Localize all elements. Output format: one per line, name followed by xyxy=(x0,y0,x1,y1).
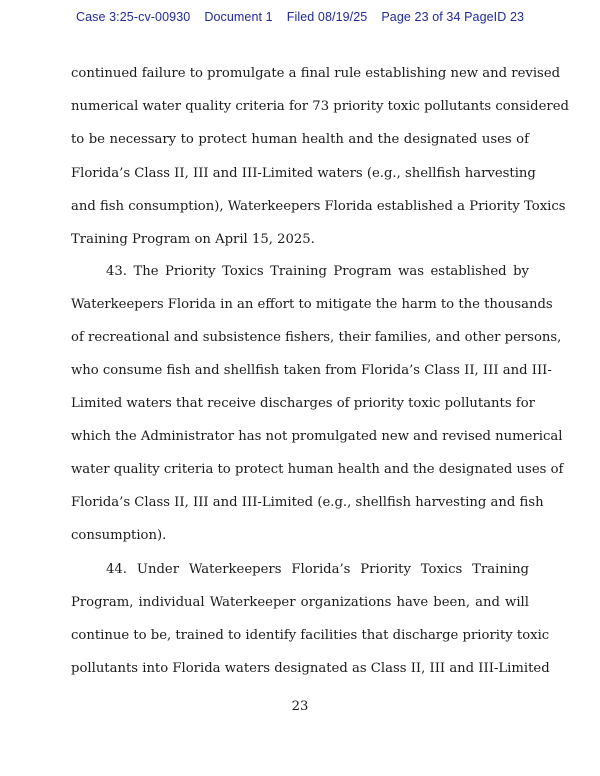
body-line: Florida’s Class II, III and III-Limited (e.g., shellfish harvesting and fish xyxy=(71,495,544,510)
body-line: continue to be, trained to identify facilities that discharge priority toxic xyxy=(71,628,550,643)
body-line: numerical water quality criteria for 73 priority toxic pollutants considered xyxy=(71,99,569,114)
body-line: Limited waters that receive discharges of priority toxic pollutants for xyxy=(71,396,535,411)
filed-date: Filed 08/19/25 xyxy=(286,10,368,24)
page-id: Page 23 of 34 PageID 23 xyxy=(381,10,525,24)
paragraph-43-first-line: 43. The Priority Toxics Training Program was established by xyxy=(106,264,529,279)
body-line: Florida’s Class II, III and III-Limited waters (e.g., shellfish harvesting xyxy=(71,166,536,181)
body-line: and fish consumption), Waterkeepers Florida established a Priority Toxics xyxy=(71,199,566,214)
body-line: to be necessary to protect human health and the designated uses of xyxy=(71,132,529,147)
body-line: Program, individual Waterkeeper organizations have been, and will xyxy=(71,595,529,610)
document-number: Document 1 xyxy=(204,10,273,24)
body-line: pollutants into Florida waters designated as Class II, III and III-Limited xyxy=(71,661,550,676)
body-line: which the Administrator has not promulgated new and revised numerical xyxy=(71,429,563,444)
body-line: continued failure to promulgate a final rule establishing new and revised xyxy=(71,66,561,81)
page-number: 23 xyxy=(291,699,309,714)
case-number: Case 3:25-cv-00930 xyxy=(75,10,191,24)
body-line: Training Program on April 15, 2025. xyxy=(71,232,315,247)
body-line: who consume fish and shellfish taken from Florida’s Class II, III and III- xyxy=(71,363,552,378)
case-header xyxy=(0,10,600,24)
paragraph-44-first-line: 44. Under Waterkeepers Florida’s Priority Toxics Training xyxy=(106,562,529,577)
body-line: consumption). xyxy=(71,528,167,543)
body-line: water quality criteria to protect human health and the designated uses of xyxy=(71,462,564,477)
body-line: Waterkeepers Florida in an effort to mitigate the harm to the thousands xyxy=(71,297,553,312)
body-line: of recreational and subsistence fishers, their families, and other persons, xyxy=(71,330,562,345)
